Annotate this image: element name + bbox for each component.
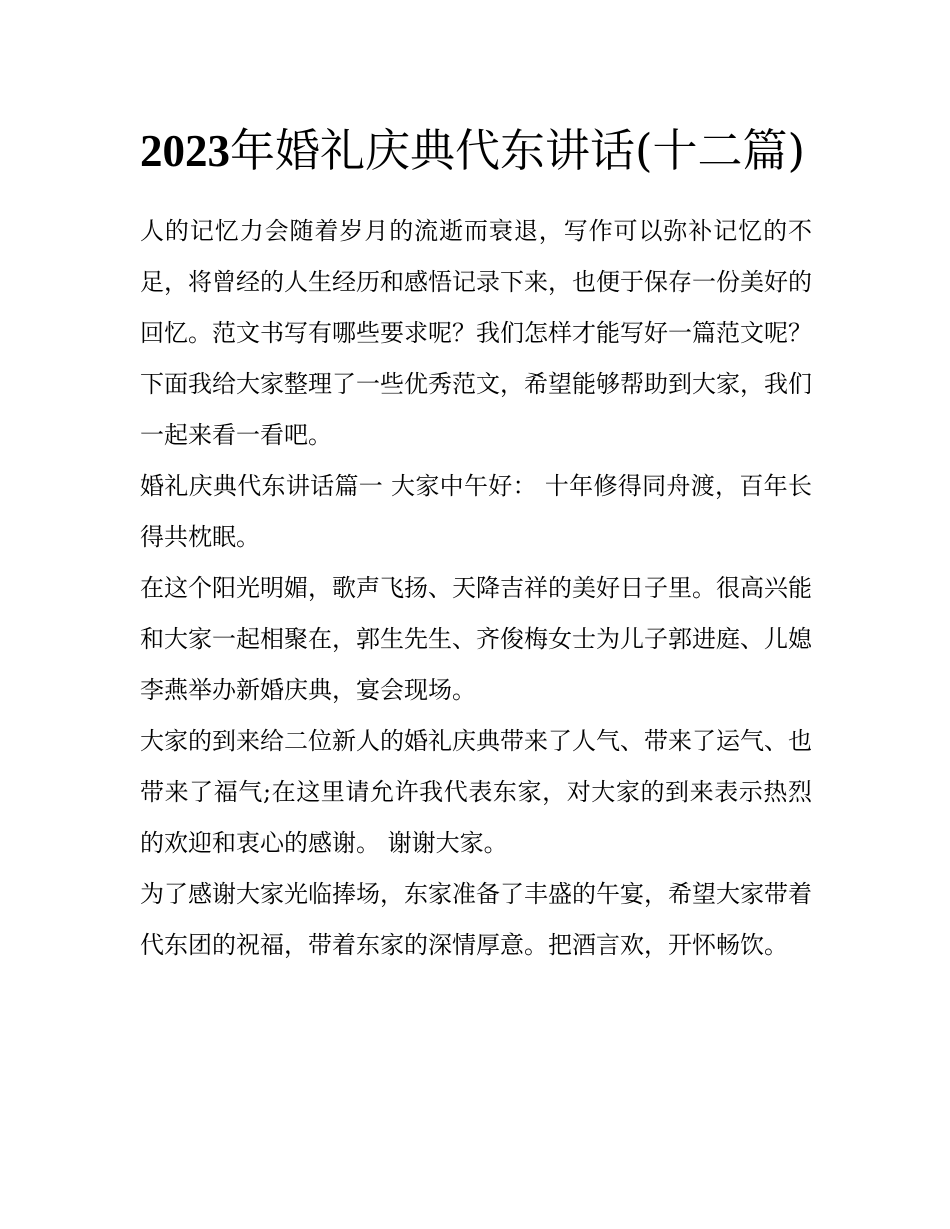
paragraph-opening: 婚礼庆典代东讲话篇一 大家中午好： 十年修得同舟渡，百年长得共枕眠。 (140, 472, 812, 551)
paragraph-thanks: 大家的到来给二位新人的婚礼庆典带来了人气、带来了运气、也带来了福气;在这里请允许我代表东家，对大家的到来表示热烈的欢迎和衷心的感谢。 谢谢大家。 (140, 727, 812, 857)
title-text: 年婚礼庆典代东讲话(十二篇) (230, 124, 806, 177)
document-body (140, 206, 812, 971)
paragraph-banquet: 为了感谢大家光临捧场，东家准备了丰盛的午宴，希望大家带着代东团的祝福，带着东家的深情厚意。把酒言欢，开怀畅饮。 (140, 880, 812, 959)
paragraph-greeting: 在这个阳光明媚，歌声飞扬、天降吉祥的美好日子里。很高兴能和大家一起相聚在，郭生先生、齐俊梅女士为儿子郭进庭、儿媳李燕举办新婚庆典，宴会现场。 (140, 574, 812, 704)
document-title (140, 112, 812, 190)
paragraph-intro: 人的记忆力会随着岁月的流逝而衰退，写作可以弥补记忆的不足，将曾经的人生经历和感悟记录下来，也便于保存一份美好的回忆。范文书写有哪些要求呢？我们怎样才能写好一篇范文呢？下面我给大家整理了一些优秀范文，希望能够帮助到大家，我们一起来看一看吧。 (140, 217, 812, 449)
document-content (140, 112, 812, 971)
title-year: 2023 (140, 126, 230, 176)
